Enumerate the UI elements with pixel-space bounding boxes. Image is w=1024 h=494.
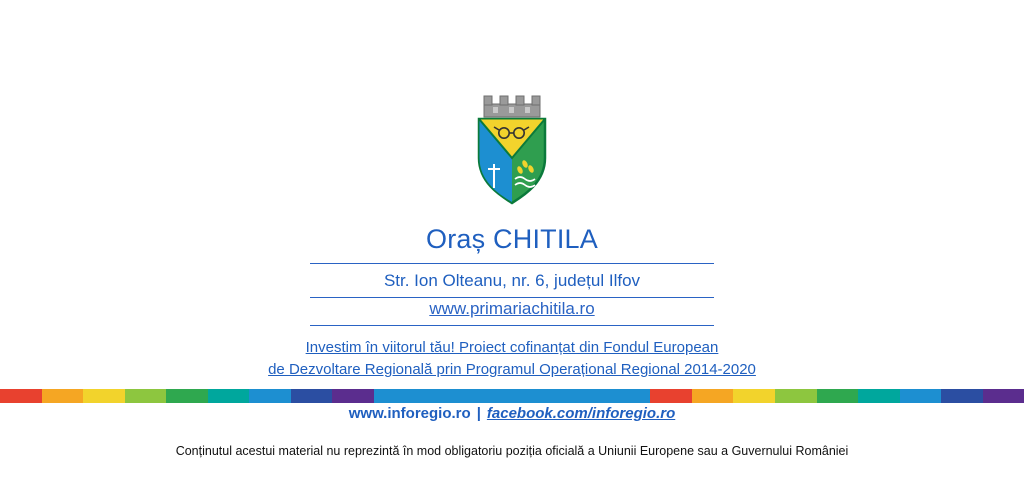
- coat-of-arms-container: [0, 86, 1024, 211]
- rainbow-segment: [42, 389, 84, 403]
- rainbow-segment: [900, 389, 942, 403]
- rainbow-segment: [291, 389, 333, 403]
- chitila-coat-of-arms-icon: [457, 86, 567, 211]
- rainbow-segment: [166, 389, 208, 403]
- inforegio-facebook-link[interactable]: facebook.com/inforegio.ro: [486, 405, 676, 422]
- disclaimer-text: Conținutul acestui material nu reprezintă în mod obligatoriu poziția oficială a Uniunii Europene sau a Guvernului României: [175, 444, 849, 458]
- link-separator: |: [476, 405, 481, 422]
- rainbow-color-bar: [0, 389, 1024, 403]
- funding-slogan: [0, 337, 1024, 381]
- inforegio-links: [0, 403, 1024, 425]
- rainbow-segment: [332, 389, 374, 403]
- rainbow-segment: [650, 389, 692, 403]
- rainbow-segment: [817, 389, 859, 403]
- slogan-line-2: de Dezvoltare Regională prin Programul Operațional Regional 2014-2020: [268, 361, 756, 378]
- rainbow-segment: [858, 389, 900, 403]
- rainbow-segment: [941, 389, 983, 403]
- rainbow-segment: [983, 389, 1024, 403]
- rainbow-segment: [83, 389, 125, 403]
- rainbow-segment: [692, 389, 734, 403]
- rainbow-segment: [249, 389, 291, 403]
- divider-top: [310, 263, 714, 264]
- divider-bottom: [310, 325, 714, 326]
- rainbow-segment: [208, 389, 250, 403]
- website-link[interactable]: www.primariachitila.ro: [429, 299, 595, 318]
- rainbow-segment: [125, 389, 167, 403]
- rainbow-segment: [374, 389, 651, 403]
- inforegio-website-link[interactable]: www.inforegio.ro: [348, 405, 471, 422]
- rainbow-segment: [733, 389, 775, 403]
- rainbow-segment: [0, 389, 42, 403]
- page-title: Oraș CHITILA: [426, 224, 598, 254]
- rainbow-segment: [775, 389, 817, 403]
- slogan-line-1: Investim în viitorul tău! Proiect cofinanțat din Fondul European: [305, 339, 719, 356]
- address-line: Str. Ion Olteanu, nr. 6, județul Ilfov: [383, 271, 641, 290]
- header-block: [0, 222, 1024, 326]
